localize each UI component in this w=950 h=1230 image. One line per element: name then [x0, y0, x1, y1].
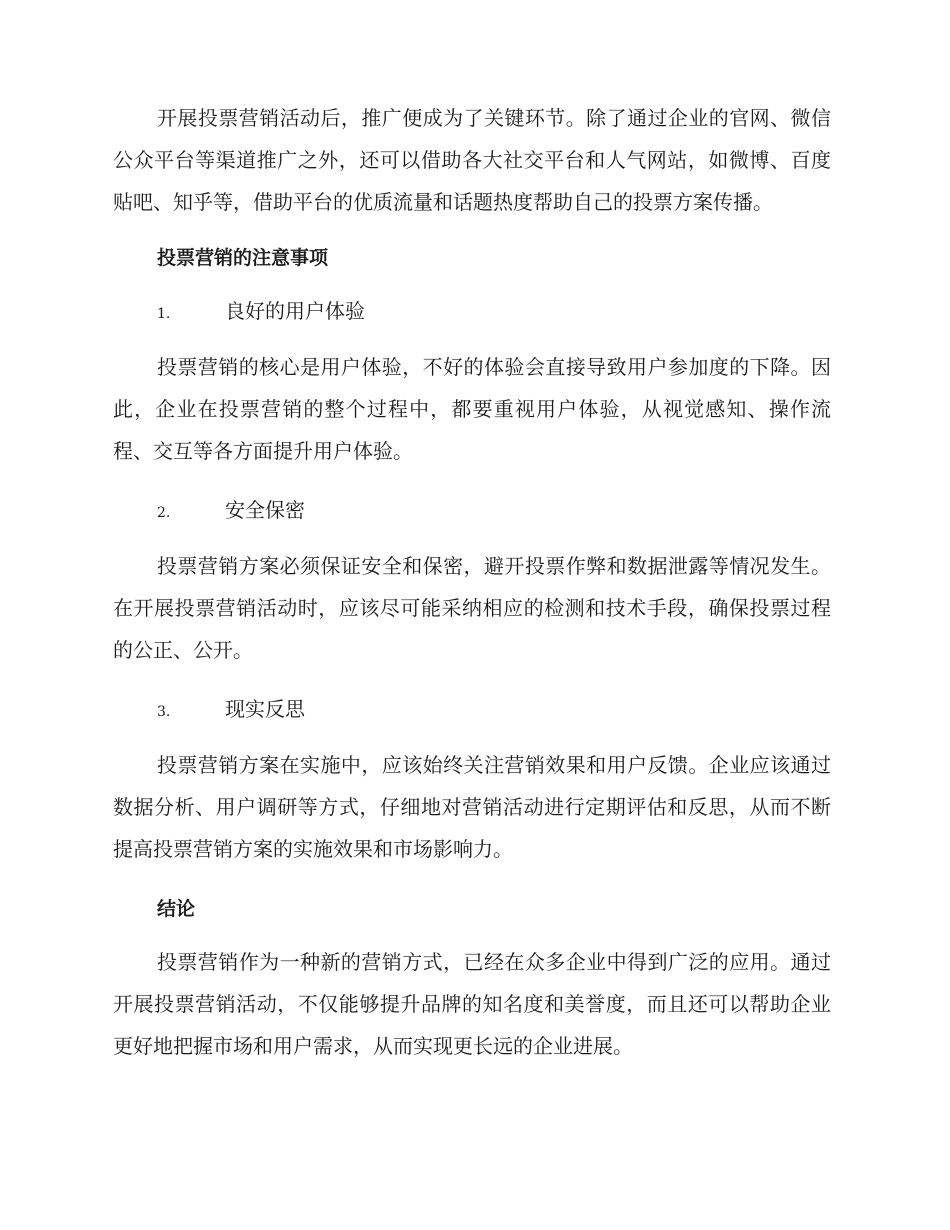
intro-paragraph: 开展投票营销活动后，推广便成为了关键环节。除了通过企业的官网、微信公众平台等渠道推广之外，还可以借助各大社交平台和人气网站，如微博、百度贴吧、知乎等，借助平台的优质流量和话题热度帮助自己的投票方案传播。: [113, 106, 831, 214]
list-item-body: 投票营销方案必须保证安全和保密，避开投票作弊和数据泄露等情况发生。在开展投票营销活动时，应该尽可能采纳相应的检测和技术手段，确保投票过程的公正、公开。: [113, 554, 831, 662]
list-number: 1.: [157, 306, 171, 322]
list-number: 3.: [157, 704, 171, 720]
section-heading-notes: 投票营销的注意事项: [157, 247, 329, 269]
list-item-2: [113, 495, 831, 528]
list-item-body: 投票营销方案在实施中，应该始终关注营销效果和用户反馈。企业应该通过数据分析、用户调研等方式，仔细地对营销活动进行定期评估和反思，从而不断提高投票营销方案的实施效果和市场影响力。: [113, 753, 831, 861]
list-item-heading: 现实反思: [225, 697, 305, 721]
list-item-1: [113, 296, 831, 329]
conclusion-paragraph: 投票营销作为一种新的营销方式，已经在众多企业中得到广泛的应用。通过开展投票营销活动，不仅能够提升品牌的知名度和美誉度，而且还可以帮助企业更好地把握市场和用户需求，从而实现更长远的企业进展。: [113, 950, 831, 1058]
list-number: 2.: [157, 505, 171, 521]
document-page: [113, 105, 831, 1067]
section-heading-conclusion: 结论: [157, 898, 196, 920]
list-item-3: [113, 694, 831, 727]
list-item-heading: 安全保密: [225, 498, 305, 522]
list-item-body: 投票营销的核心是用户体验，不好的体验会直接导致用户参加度的下降。因此，企业在投票营销的整个过程中，都要重视用户体验，从视觉感知、操作流程、交互等各方面提升用户体验。: [113, 355, 831, 463]
list-item-heading: 良好的用户体验: [225, 299, 365, 323]
